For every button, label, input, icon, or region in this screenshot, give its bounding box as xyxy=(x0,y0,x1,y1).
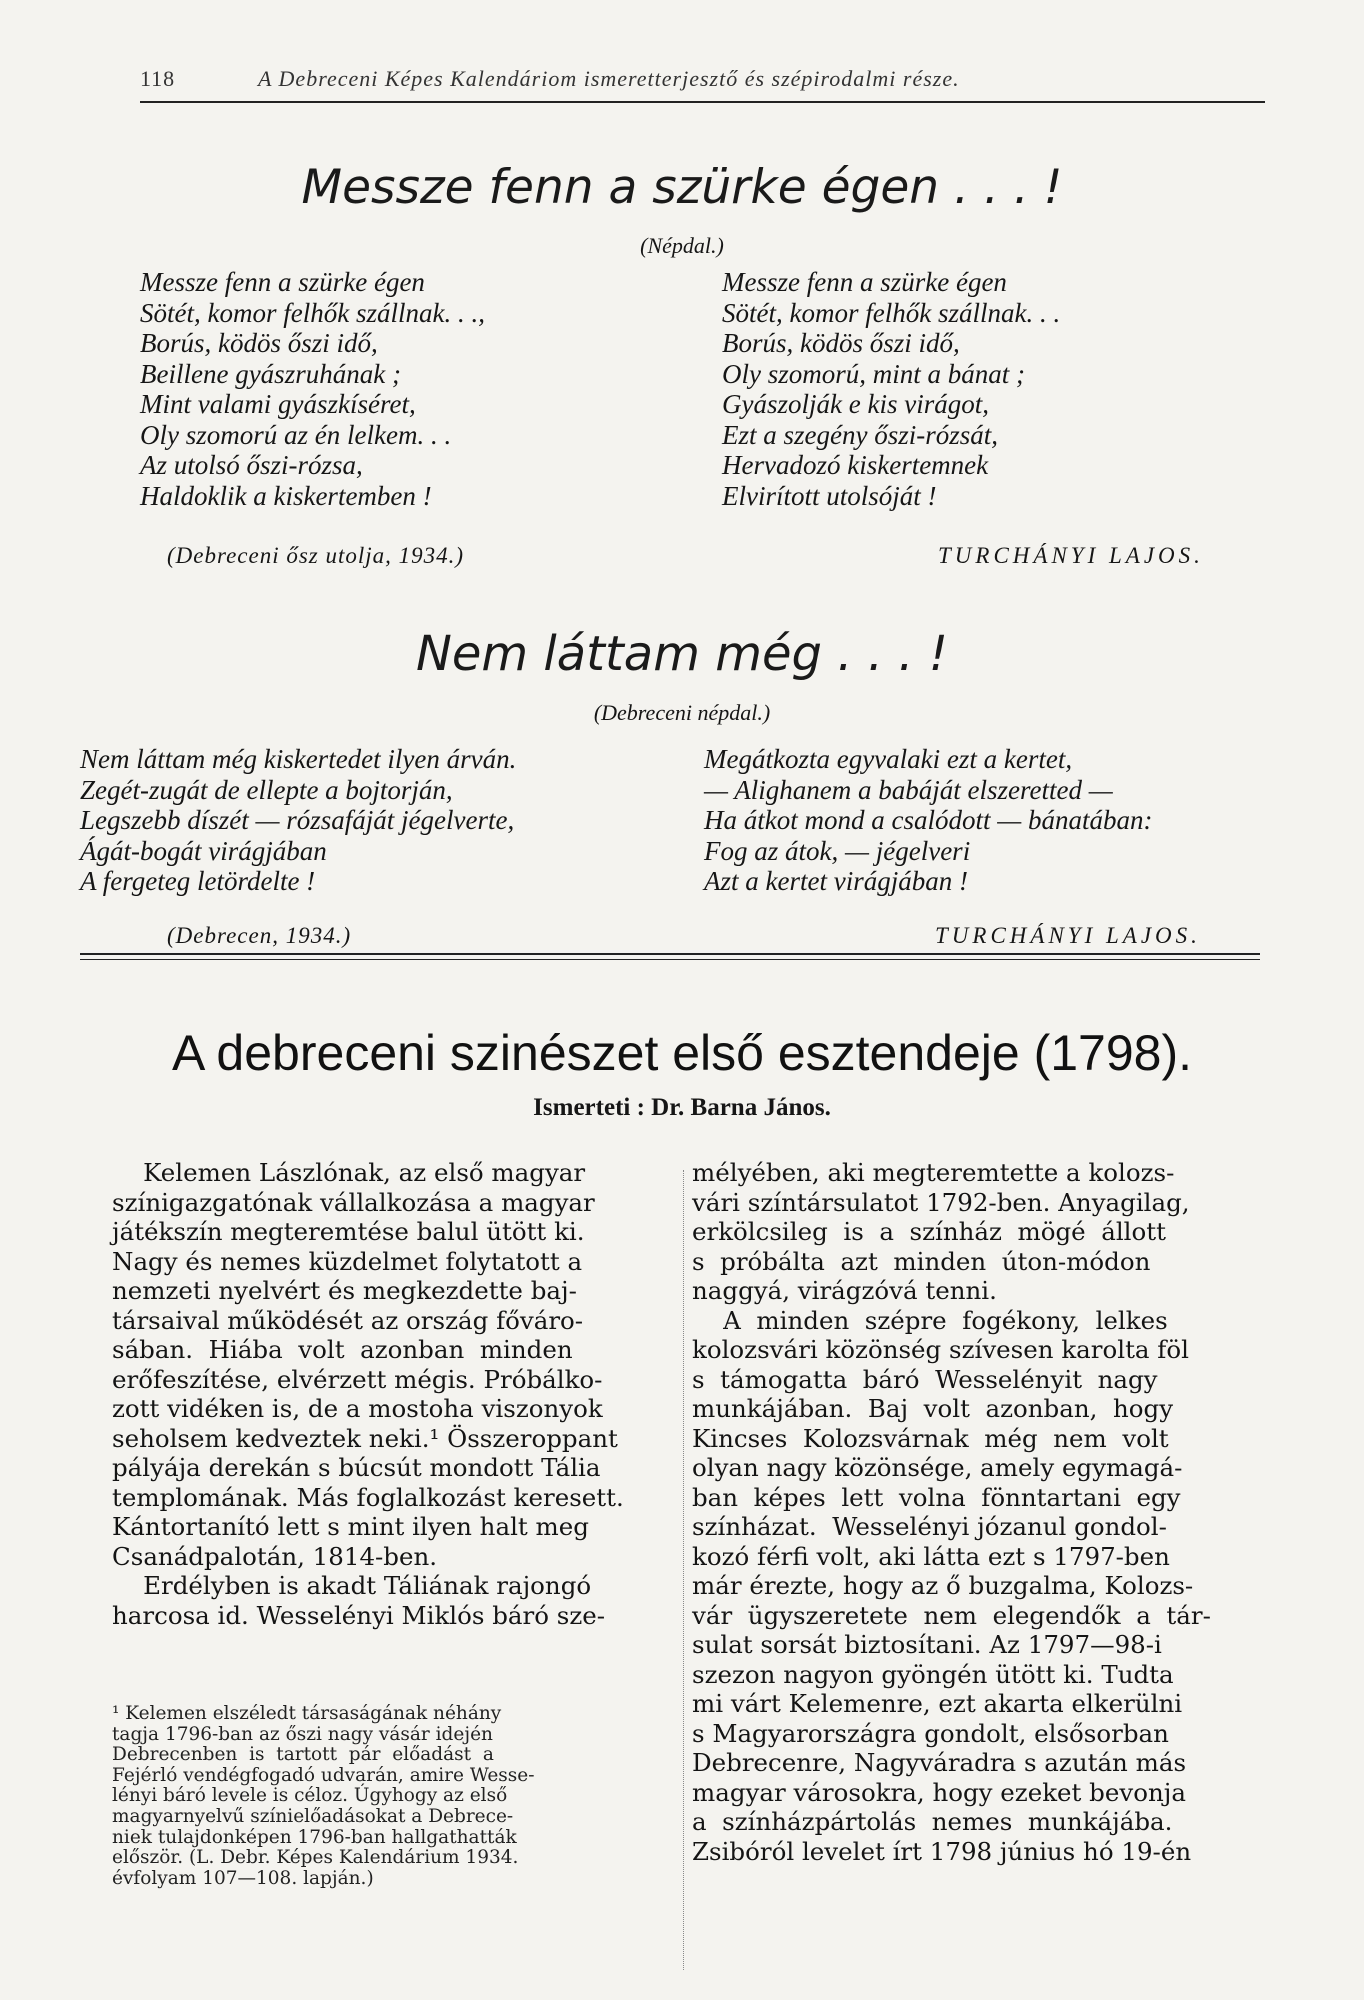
text-line: Kincses Kolozsvárnak még nem volt xyxy=(692,1423,1169,1453)
text-line: s támogatta báró Wesselényit nagy xyxy=(692,1364,1158,1394)
verse-line: Oly szomorú az én lelkem. . . xyxy=(140,419,452,450)
text-line: színigazgatónak vállalkozása a magyar xyxy=(112,1187,595,1217)
verse-line: A fergeteg letördelte ! xyxy=(80,866,316,896)
header-rule xyxy=(140,101,1265,103)
footnote-line: ¹ Kelemen elszéledt társaságának néhány xyxy=(112,1703,502,1724)
text-line: zott vidéken is, de a mostoha viszonyok xyxy=(112,1394,603,1423)
text-line: sulat sorsát biztosítani. Az 1797—98-i xyxy=(692,1630,1162,1659)
footnote-line: évfolyam 107—108. lapján.) xyxy=(112,1867,374,1889)
verse-line: Ha átkot mond a csalódott — bánatában: xyxy=(704,805,1153,835)
verse-line: Ágát-bogát virágjában xyxy=(80,835,327,866)
column-divider xyxy=(683,1170,685,1970)
section-rule-top xyxy=(80,953,1260,955)
text-line: kozó férfi volt, aki látta ezt s 1797-ben xyxy=(692,1541,1170,1571)
verse-line: Megátkozta egyvalaki ezt a kertet, xyxy=(704,744,1073,774)
footnote-line: először. (L. Debr. Képes Kalendárium 1934. xyxy=(112,1847,519,1869)
verse-line: Oly szomorú, mint a bánat ; xyxy=(722,358,1025,389)
text-line: a színházpártolás nemes munkájába. xyxy=(692,1807,1173,1836)
text-line: Zsibóról levelet írt 1798 június hó 19-én xyxy=(692,1836,1192,1866)
text-line: már érezte, hogy az ő buzgalma, Kolozs- xyxy=(692,1571,1194,1600)
verse-line: Hervadozó kiskertemnek xyxy=(722,450,989,480)
verse-line: Borús, ködös őszi idő, xyxy=(140,328,378,358)
text-line: templomának. Más foglalkozást keresett. xyxy=(112,1482,624,1512)
footnote-line: Debrecenben is tartott pár előadást a xyxy=(112,1744,494,1766)
article-title: A debreceni szinészet első esztendeje (1798). xyxy=(171,1025,1193,1081)
poem2-title: Nem láttam még . . . ! xyxy=(415,626,949,682)
text-line: olyan nagy közönsége, amely egymagá- xyxy=(692,1453,1183,1482)
poem1-author: TURCHÁNYI LAJOS. xyxy=(938,543,1204,568)
text-line: Debrecenre, Nagyváradra s azután más xyxy=(692,1748,1187,1777)
text-line: szezon nagyon gyöngén ütött ki. Tudta xyxy=(692,1659,1174,1689)
verse-line: — Alighanem a babáját elszeretted — xyxy=(704,774,1113,805)
text-line: A minden szépre fogékony, lelkes xyxy=(692,1305,1168,1335)
text-line: ban képes lett volna fönntartani egy xyxy=(692,1482,1181,1512)
poem1-subtitle: (Népdal.) xyxy=(640,233,724,258)
text-line: Csanádpalotán, 1814-ben. xyxy=(112,1541,438,1571)
article-byline: Ismerteti : Dr. Barna János. xyxy=(533,1094,831,1121)
verse-line: Fog az átok, — jégelveri xyxy=(704,835,971,866)
verse-line: Mint valami gyászkíséret, xyxy=(140,389,416,419)
poem1-left-stanza xyxy=(140,267,485,511)
text-line: mi várt Kelemenre, ezt akarta elkerülni xyxy=(692,1689,1183,1718)
text-line: s próbálta azt minden úton-módon xyxy=(692,1246,1151,1276)
text-line: játékszín megteremtése balul ütött ki. xyxy=(112,1217,585,1246)
text-line: Erdélyben is akadt Táliának rajongó xyxy=(112,1571,592,1600)
text-line: erkölcsileg is a színház mögé állott xyxy=(692,1217,1166,1246)
text-line: nemzeti nyelvért és megkezdette baj- xyxy=(112,1276,577,1305)
poem2-left-stanza xyxy=(80,744,516,897)
section-rule-bottom xyxy=(80,959,1260,960)
text-line: sában. Hiába volt azonban minden xyxy=(112,1335,573,1364)
poem2-place-date: (Debrecen, 1934.) xyxy=(167,923,352,948)
text-line: s Magyarországra gondolt, elsősorban xyxy=(692,1718,1169,1748)
text-line: színházat. Wesselényi józanul gondol- xyxy=(692,1512,1167,1541)
verse-line: Sötét, komor felhők szállnak. . . xyxy=(722,297,1061,328)
verse-line: Borús, ködös őszi idő, xyxy=(722,328,960,358)
verse-line: Gyászolják e kis virágot, xyxy=(722,389,989,419)
footnote-line: Fejérló vendégfogadó udvarán, amire Wesse- xyxy=(112,1764,535,1786)
text-line: seholsem kedveztek neki.¹ Összeroppant xyxy=(112,1423,618,1453)
poem2-subtitle: (Debreceni népdal.) xyxy=(593,700,771,725)
verse-line: Messze fenn a szürke égen xyxy=(140,267,425,297)
text-line: társaival működését az ország főváro- xyxy=(112,1305,584,1335)
text-line: munkájában. Baj volt azonban, hogy xyxy=(692,1394,1174,1423)
poem1-place-date: (Debreceni ősz utolja, 1934.) xyxy=(167,543,465,568)
verse-line: Azt a kertet virágjában ! xyxy=(704,866,968,896)
verse-line: Messze fenn a szürke égen xyxy=(722,267,1007,297)
verse-line: Elvirított utolsóját ! xyxy=(722,480,937,511)
verse-line: Haldoklik a kiskertemben ! xyxy=(140,480,432,511)
text-line: erőfeszítése, elvérzett mégis. Próbálko- xyxy=(112,1364,603,1394)
text-line: kolozsvári közönség szívesen karolta föl xyxy=(692,1335,1189,1364)
verse-line: Beillene gyászruhának ; xyxy=(140,358,401,389)
page-number: 118 xyxy=(140,66,176,91)
footnote-line: lényi báró levele is céloz. Úgyhogy az első xyxy=(112,1785,508,1807)
text-line: mélyében, aki megteremtette a kolozs- xyxy=(692,1158,1175,1187)
verse-line: Ezt a szegény őszi-rózsát, xyxy=(722,419,998,450)
text-line: harcosa id. Wesselényi Miklós báró sze- xyxy=(112,1600,606,1630)
footnote-line: magyarnyelvű színielőadásokat a Debrece- xyxy=(112,1805,514,1827)
verse-line: Sötét, komor felhők szállnak. . ., xyxy=(140,297,485,328)
poem2-right-stanza xyxy=(704,744,1152,897)
text-line: Kántortanító lett s mint ilyen halt meg xyxy=(112,1512,589,1541)
verse-line: Az utolsó őszi-rózsa, xyxy=(140,450,363,480)
poem1-title: Messze fenn a szürke égen . . . ! xyxy=(301,160,1063,215)
text-line: Kelemen Lászlónak, az első magyar xyxy=(112,1158,586,1187)
text-line: vári színtársulatot 1792-ben. Anyagilag, xyxy=(692,1187,1190,1217)
text-line: naggyá, virágzóvá tenni. xyxy=(692,1276,997,1305)
article-left-column xyxy=(112,1158,624,1630)
text-line: pályája derekán s búcsút mondott Tália xyxy=(112,1453,601,1482)
text-line: vár ügyszeretete nem elegendők a tár- xyxy=(692,1600,1211,1630)
running-title: A Debreceni Képes Kalendáriom ismeretterjesztő és szépirodalmi része. xyxy=(258,66,960,91)
footnote xyxy=(112,1704,535,1889)
poem1-right-stanza xyxy=(722,267,1060,511)
text-line: magyar városokra, hogy ezeket bevonja xyxy=(692,1777,1186,1807)
article-right-column xyxy=(692,1158,1211,1866)
verse-line: Nem láttam még kiskertedet ilyen árván. xyxy=(80,744,517,774)
verse-line: Zegét-zugát de ellepte a bojtorján, xyxy=(80,774,453,805)
text-line: Nagy és nemes küzdelmet folytatott a xyxy=(112,1246,583,1276)
footnote-line: niek tulajdonképen 1796-ban hallgathatták xyxy=(112,1826,517,1848)
footnote-line: tagja 1796-ban az őszi nagy vásár idején xyxy=(112,1723,493,1745)
verse-line: Legszebb díszét — rózsafáját jégelverte, xyxy=(80,805,515,835)
poem2-author: TURCHÁNYI LAJOS. xyxy=(935,923,1201,948)
